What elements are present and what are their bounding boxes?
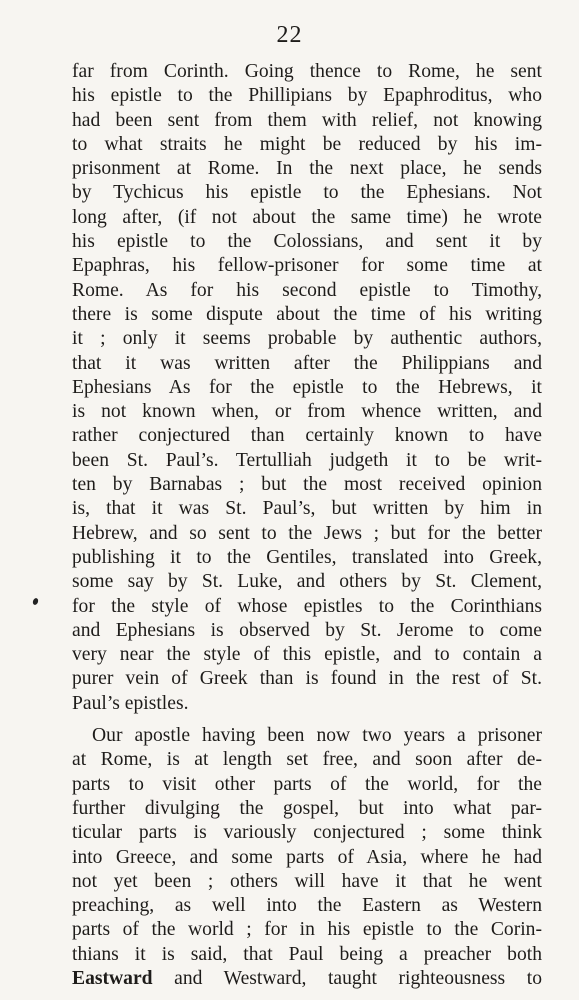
text-line: prisonment at Rome. In the next place, he sends bbox=[72, 158, 542, 180]
text-line: long after, (if not about the same time) he wrote bbox=[72, 206, 542, 228]
text-line: purer vein of Greek than is found in the rest of St. bbox=[72, 668, 542, 690]
text-line: preaching, as well into the Eastern as Western bbox=[72, 895, 542, 917]
text-line: and Ephesians is observed by St. Jerome to come bbox=[72, 619, 542, 641]
text-line: there is some dispute about the time of his writing bbox=[72, 303, 542, 325]
paragraph-2 bbox=[72, 724, 542, 991]
paragraph-gap bbox=[72, 716, 542, 724]
text-line: not yet been ; others will have it that he went bbox=[72, 870, 542, 892]
text-line: been St. Paul’s. Tertulliah judgeth it to be writ- bbox=[72, 449, 542, 471]
text-line: Paul’s epistles. bbox=[72, 692, 189, 714]
text-line: his epistle to the Phillipians by Epaphroditus, who bbox=[72, 85, 542, 107]
text-line: had been sent from them with relief, not knowing bbox=[72, 109, 542, 131]
text-line: parts to visit other parts of the world, for the bbox=[72, 773, 542, 795]
text-line: publishing it to the Gentiles, translated into Greek, bbox=[72, 546, 542, 568]
text-line: into Greece, and some parts of Asia, where he had bbox=[72, 846, 542, 868]
text-line: further divulging the gospel, but into what par- bbox=[72, 797, 542, 819]
text-line: far from Corinth. Going thence to Rome, he sent bbox=[72, 61, 542, 82]
text-line: thians it is said, that Paul being a preacher both bbox=[72, 943, 542, 965]
text-line: at Rome, is at length set free, and soon after de- bbox=[72, 749, 542, 771]
text-line: some say by St. Luke, and others by St. Clement, bbox=[72, 571, 542, 593]
paragraph-1 bbox=[72, 60, 542, 716]
ink-speck bbox=[32, 597, 39, 605]
body-text bbox=[72, 60, 542, 991]
text-line: to what straits he might be reduced by his im- bbox=[72, 133, 542, 155]
text-line: by Tychicus his epistle to the Ephesians. Not bbox=[72, 182, 542, 204]
text-line: Our apostle having been now two years a prisoner bbox=[92, 725, 542, 747]
text-line: ticular parts is variously conjectured ; some think bbox=[72, 822, 542, 844]
text-line: rather conjectured than certainly known to have bbox=[72, 425, 542, 447]
text-line: Ephesians As for the epistle to the Hebrews, it bbox=[72, 376, 542, 398]
text-line: very near the style of this epistle, and to contain a bbox=[72, 644, 542, 666]
text-line: parts of the world ; for in his epistle to the Corin- bbox=[72, 919, 542, 941]
text-line-last bbox=[72, 967, 542, 991]
text-line: that it was written after the Philippians and bbox=[72, 352, 542, 374]
page-number: 22 bbox=[276, 22, 303, 48]
text-line: is, that it was St. Paul’s, but written by him in bbox=[72, 498, 542, 520]
text-line: for the style of whose epistles to the Corinthians bbox=[72, 595, 542, 617]
text-line: Rome. As for his second epistle to Timothy, bbox=[72, 279, 542, 301]
text-line: Hebrew, and so sent to the Jews ; but for the better bbox=[72, 522, 542, 544]
bold-word: Eastward bbox=[72, 967, 153, 989]
text-line: is not known when, or from whence written, and bbox=[72, 401, 542, 423]
text-line: it ; only it seems probable by authentic authors, bbox=[72, 328, 542, 350]
text-line: his epistle to the Colossians, and sent it by bbox=[72, 231, 542, 253]
text-line: Epaphras, his fellow-prisoner for some time at bbox=[72, 255, 542, 277]
text-line: ten by Barnabas ; but the most received opinion bbox=[72, 474, 542, 496]
line-rest: and Westward, taught righteousness to bbox=[152, 967, 542, 989]
